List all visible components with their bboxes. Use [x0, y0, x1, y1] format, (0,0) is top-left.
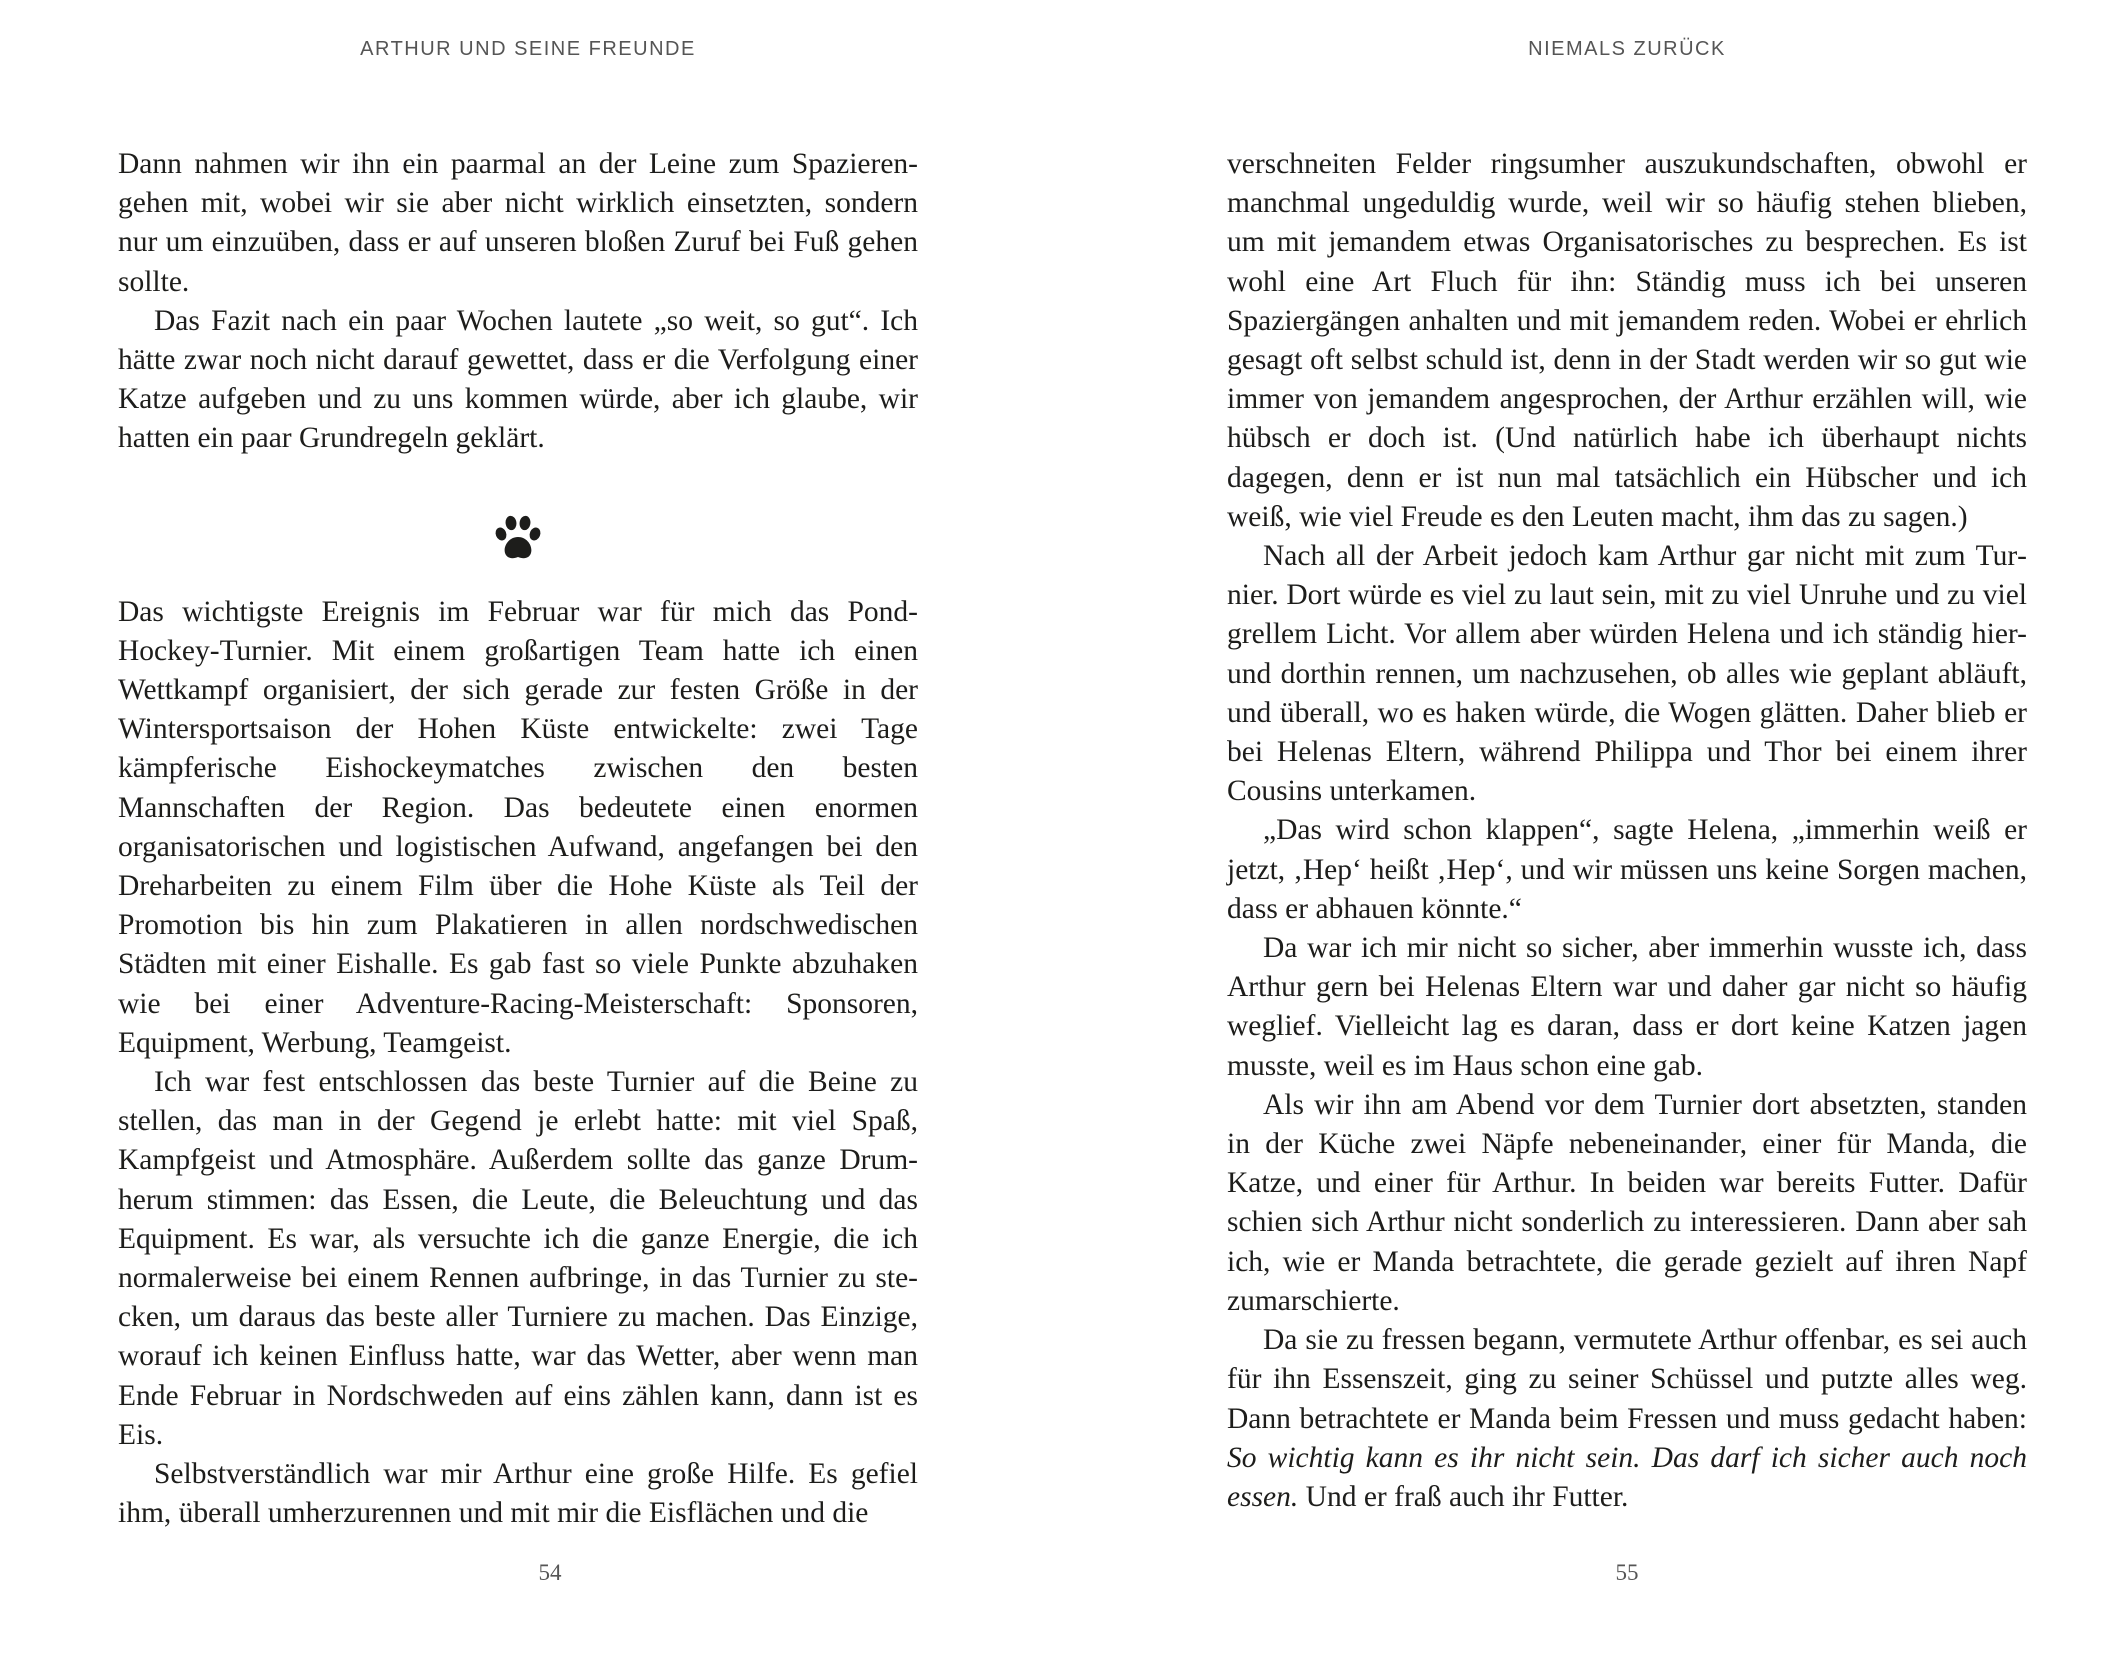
paw-print-icon	[493, 514, 543, 562]
paragraph-text: Da sie zu fressen begann, vermutete Arthur offenbar, es sei auch für ihn Essenszeit, ging zu seiner Schüssel und putzte alles weg. Dann betrachtete er Manda beim Fressen und muss gedacht haben:	[1227, 1324, 2027, 1435]
paragraph: Das Fazit nach ein paar Wochen lautete „so weit, so gut“. Ich hätte zwar noch nicht darauf gewettet, dass er die Verfolgung einer Katze aufgeben und zu uns kommen würde, aber ich glaube, wir hatten ein paar Grundregeln geklärt.	[118, 304, 918, 455]
running-head-right: NIEMALS ZURÜCK	[1528, 38, 1726, 60]
paragraph: Da war ich mir nicht so sicher, aber immerhin wusste ich, dass Arthur gern bei Helenas Eltern war und daher gar nicht so häufig weglief. Vielleicht lag es daran, dass er dort keine Katzen jagen musste, weil es im Haus schon eine gab.	[1227, 932, 2027, 1082]
paragraph: Als wir ihn am Abend vor dem Turnier dort absetzten, standen in der Küche zwei Näpfe nebeneinander, einer für Manda, die Katze, und einer für Arthur. In beiden war bereits Futter. Dafür schien sich Arthur nicht sonderlich zu interessieren. Dann aber sah ich, wie er Manda betrachtete, die gerade gezielt auf ihren Napf zumarschierte.	[1227, 1088, 2027, 1317]
paragraph: Dann nahmen wir ihn ein paarmal an der Leine zum Spazierengehen mit, wobei wir sie aber nicht wirklich einsetzten, sondern nur um einzuüben, dass er auf unseren bloßen Zuruf bei Fuß gehen sollte.	[118, 148, 918, 298]
italic-thought: So wichtig kann es ihr nicht sein. Das darf ich sicher auch noch essen.	[1227, 1441, 2027, 1513]
paragraph-text: Und er fraß auch ihr Futter.	[1298, 1480, 1629, 1513]
page-number-left: 54	[538, 1560, 562, 1585]
paragraph: Selbstverständlich war mir Arthur eine große Hilfe. Es gefiel ihm, überall umherzurennen und mit mir die Eisflächen und die	[118, 1458, 918, 1530]
paragraph: Das wichtigste Ereignis im Februar war für mich das Pond- Hockey-Turnier. Mit einem großartigen Team hatte ich einen Wettkampf organisiert, der sich gerade zur festen Größe in der Wintersportsaison der Hohen Küste entwickelte: zwei Tage kämpferische Eishockeymatches zwischen den besten Mannschaften der Region. Das bedeutete einen enormen organisatorischen und logistischen Aufwand, angefangen bei den Dreharbeiten zu einem Film über die Hohe Küste als Teil der Promotion bis hin zum Plakatieren in allen nordschwedischen Städten mit einer Eishalle. Es gab fast so viele Punkte abzuhaken wie bei einer Adventure-Racing-Meisterschaft: Sponsoren, Equipment, Werbung, Teamgeist.	[118, 595, 918, 1059]
paragraph: Nach all der Arbeit jedoch kam Arthur gar nicht mit zum Turnier. Dort würde es viel zu laut sein, mit zu viel Unruhe und zu viel grellem Licht. Vor allem aber würden Helena und ich ständig hier- und dorthin rennen, um nachzusehen, ob alles wie geplant abläuft, und überall, wo es haken würde, die Wogen glätten. Daher blieb er bei Helenas Eltern, während Philippa und Thor bei einem ihrer Cousins unterkamen.	[1227, 540, 2027, 808]
left-page	[118, 0, 918, 1654]
section-break	[118, 489, 918, 587]
paragraph: „Das wird schon klappen“, sagte Helena, „immerhin weiß er jetzt, ‚Hep‘ heißt ‚Hep‘, und wir müssen uns keine Sorgen machen, dass er abhauen könnte.“	[1227, 814, 2027, 925]
page-number-right: 55	[1615, 1560, 1639, 1585]
right-page-body	[1227, 145, 2027, 1517]
running-head-left: ARTHUR UND SEINE FREUNDE	[360, 38, 696, 60]
left-page-body	[118, 145, 918, 1534]
right-page	[1227, 0, 2027, 1654]
paragraph	[1227, 1321, 2027, 1517]
paragraph: verschneiten Felder ringsumher auszukundschaften, obwohl er manchmal ungeduldig wurde, weil wir so häufig stehen blieben, um mit jemandem etwas Organisatorisches zu besprechen. Es ist wohl eine Art Fluch für ihn: Ständig muss ich bei unseren Spaziergängen anhalten und mit jemandem reden. Wobei er ehrlich gesagt oft selbst schuld ist, denn in der Stadt werden wir so gut wie immer von jemandem angesprochen, der Arthur erzählen will, wie hübsch er doch ist. (Und natürlich habe ich überhaupt nichts dagegen, denn er ist nun mal tatsächlich ein Hübscher und ich weiß, wie viel Freude es den Leuten macht, ihm das zu sagen.)	[1227, 148, 2027, 533]
paragraph: Ich war fest entschlossen das beste Turnier auf die Beine zu stellen, das man in der Gegend je erlebt hatte: mit viel Spaß, Kampfgeist und Atmosphäre. Außerdem sollte das ganze Drumherum stimmen: das Essen, die Leute, die Beleuchtung und das Equipment. Es war, als versuchte ich die ganze Energie, die ich normalerweise bei einem Rennen aufbringe, in das Turnier zu stecken, um daraus das beste aller Turniere zu machen. Das Einzige, worauf ich keinen Einfluss hatte, war das Wetter, aber wenn man Ende Februar in Nordschweden auf eins zählen kann, dann ist es Eis.	[118, 1066, 918, 1451]
